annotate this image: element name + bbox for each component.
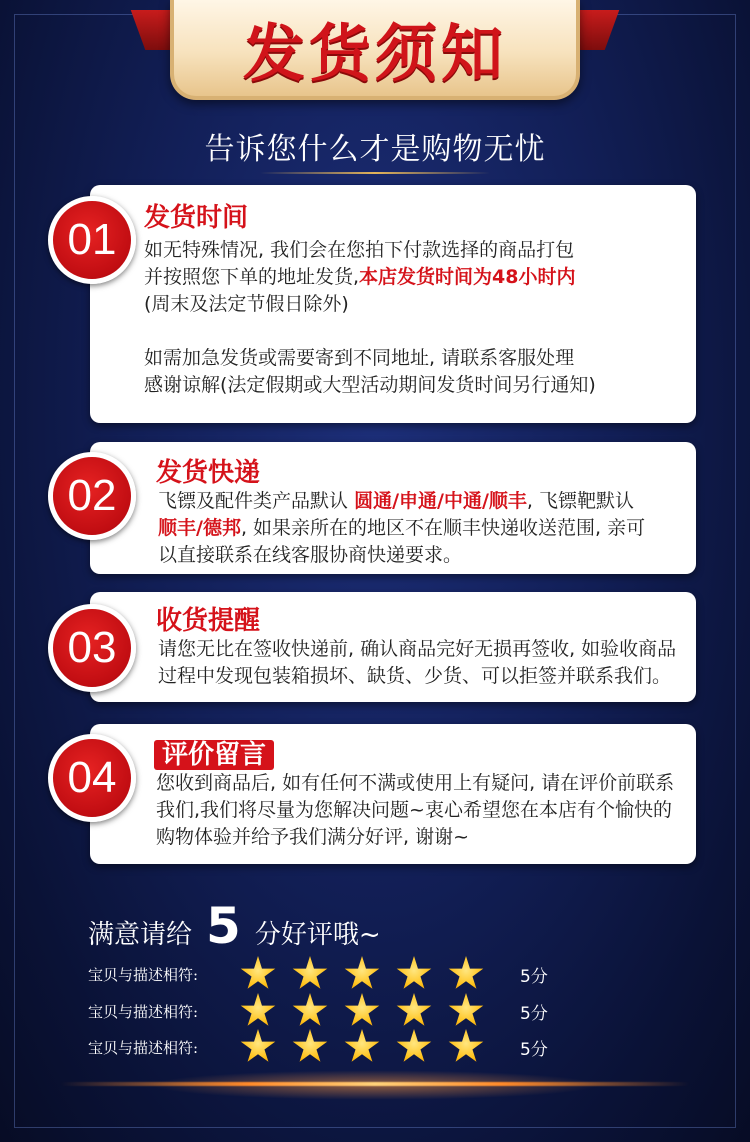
- rating-label: 宝贝与描述相符:: [88, 1038, 199, 1057]
- text-line: 感谢谅解(法定假期或大型活动期间发货时间另行通知): [144, 374, 596, 396]
- text-line: 飞镖及配件类产品默认 圆通/申通/中通/顺丰, 飞镖靶默认: [158, 490, 634, 512]
- text-line: 您收到商品后, 如有任何不满或使用上有疑问, 请在评价前联系: [156, 772, 675, 794]
- rating-number: 5: [206, 897, 241, 955]
- section-text: [156, 770, 674, 851]
- section-title: 评价留言: [154, 734, 274, 771]
- page-title: 发货须知: [242, 16, 507, 90]
- section-number-badge: 04: [48, 734, 136, 822]
- text-line: 如无特殊情况, 我们会在您拍下付款选择的商品打包: [144, 239, 575, 261]
- section-text: [158, 488, 645, 569]
- highlight-text: 圆通/申通/中通/顺丰: [354, 490, 527, 512]
- section-number-badge: 03: [48, 604, 136, 692]
- text-line: 顺丰/德邦, 如果亲所在的地区不在顺丰快递收送范围, 亲可: [158, 517, 646, 539]
- section-number-badge: 02: [48, 452, 136, 540]
- star-icon: [240, 993, 276, 1029]
- section-number-badge: 01: [48, 196, 136, 284]
- text-line: 我们,我们将尽量为您解决问题~衷心希望您在本店有个愉快的: [156, 799, 672, 821]
- bottom-light-line: [60, 1082, 690, 1086]
- rating-label: 宝贝与描述相符:: [88, 965, 199, 984]
- text-line: 购物体验并给予我们满分好评, 谢谢~: [156, 826, 469, 848]
- section-title: 发货时间: [144, 203, 249, 233]
- section-title: 收货提醒: [156, 606, 261, 636]
- star-icon: [448, 956, 484, 992]
- star-icon: [344, 993, 380, 1029]
- star-icon: [240, 956, 276, 992]
- text-line: 如需加急发货或需要寄到不同地址, 请联系客服处理: [144, 347, 575, 369]
- rating-label: 宝贝与描述相符:: [88, 1002, 199, 1021]
- star-icon: [292, 956, 328, 992]
- star-icon: [448, 993, 484, 1029]
- text-line: 并按照您下单的地址发货,本店发货时间为48小时内: [144, 266, 576, 288]
- star-icon: [292, 1029, 328, 1065]
- rating-row: [88, 1030, 548, 1064]
- section-card-review: [90, 724, 696, 864]
- header-banner: [160, 0, 590, 108]
- star-icon: [344, 1029, 380, 1065]
- highlight-text: 顺丰/德邦: [158, 517, 241, 539]
- text-line: 请您无比在签收快递前, 确认商品完好无损再签收, 如验收商品: [158, 638, 677, 660]
- star-icon: [448, 1029, 484, 1065]
- star-icon: [344, 956, 380, 992]
- star-icon: [396, 1029, 432, 1065]
- section-card-shipping-time: [90, 185, 696, 423]
- star-icon: [292, 993, 328, 1029]
- rating-heading: 满意请给 5 分好评哦~: [88, 897, 381, 955]
- subtitle-divider: [260, 172, 490, 174]
- star-icon: [396, 956, 432, 992]
- section-card-receipt: [90, 592, 696, 702]
- section-text: [144, 237, 596, 399]
- banner-plaque: [170, 0, 580, 100]
- rating-score: 5分: [520, 1039, 548, 1060]
- rating-score: 5分: [520, 966, 548, 987]
- highlight-text: 本店发货时间为48小时内: [359, 266, 576, 288]
- rating-row: [88, 994, 548, 1028]
- text-line: 过程中发现包装箱损坏、缺货、少货、可以拒签并联系我们。: [158, 665, 672, 687]
- star-icon: [396, 993, 432, 1029]
- page-subtitle: 告诉您什么才是购物无忧: [204, 132, 546, 167]
- rating-row: [88, 957, 548, 991]
- section-card-courier: [90, 442, 696, 574]
- section-title: 发货快递: [156, 458, 261, 488]
- star-icon: [240, 1029, 276, 1065]
- text-line: (周末及法定节假日除外): [144, 293, 349, 315]
- text-line: 以直接联系在线客服协商快递要求。: [158, 544, 463, 566]
- rating-score: 5分: [520, 1003, 548, 1024]
- section-text: [158, 636, 676, 690]
